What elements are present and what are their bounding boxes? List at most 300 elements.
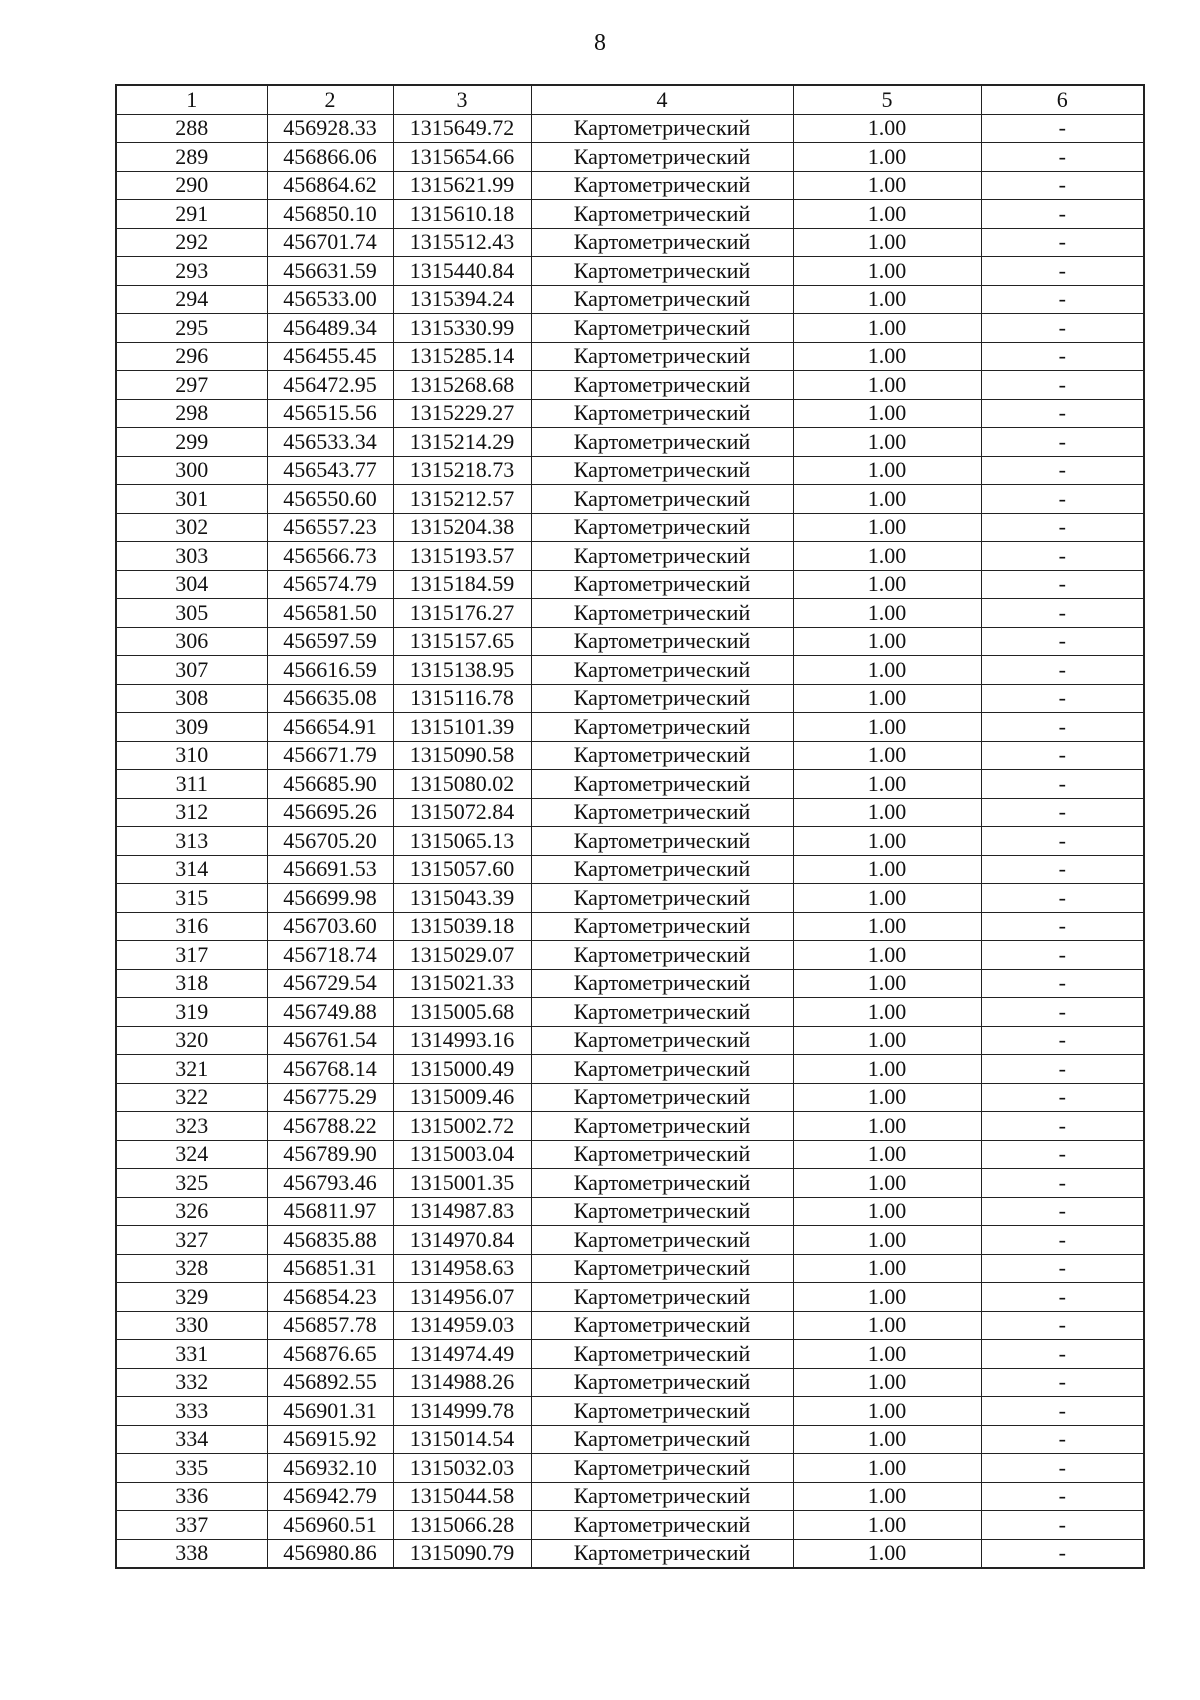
point-number-cell: 303: [116, 542, 267, 571]
note-cell: -: [981, 1254, 1144, 1283]
note-cell: -: [981, 941, 1144, 970]
x-coordinate-cell: 456455.45: [267, 342, 393, 371]
accuracy-cell: 1.00: [793, 1425, 981, 1454]
note-cell: -: [981, 114, 1144, 143]
table-row: [116, 456, 1144, 485]
table-row: [116, 1482, 1144, 1511]
accuracy-cell: 1.00: [793, 1197, 981, 1226]
method-cell: Картометрический: [531, 941, 793, 970]
point-number-cell: 292: [116, 228, 267, 257]
accuracy-cell: 1.00: [793, 228, 981, 257]
y-coordinate-cell: 1315043.39: [393, 884, 531, 913]
accuracy-cell: 1.00: [793, 599, 981, 628]
accuracy-cell: 1.00: [793, 1511, 981, 1540]
accuracy-cell: 1.00: [793, 371, 981, 400]
accuracy-cell: 1.00: [793, 684, 981, 713]
method-cell: Картометрический: [531, 1368, 793, 1397]
x-coordinate-cell: 456892.55: [267, 1368, 393, 1397]
y-coordinate-cell: 1315101.39: [393, 713, 531, 742]
accuracy-cell: 1.00: [793, 627, 981, 656]
method-cell: Картометрический: [531, 570, 793, 599]
table-row: [116, 171, 1144, 200]
note-cell: -: [981, 314, 1144, 343]
accuracy-cell: 1.00: [793, 200, 981, 229]
point-number-cell: 317: [116, 941, 267, 970]
point-number-cell: 301: [116, 485, 267, 514]
y-coordinate-cell: 1315157.65: [393, 627, 531, 656]
x-coordinate-cell: 456557.23: [267, 513, 393, 542]
accuracy-cell: 1.00: [793, 1368, 981, 1397]
point-number-cell: 326: [116, 1197, 267, 1226]
table-row: [116, 114, 1144, 143]
y-coordinate-cell: 1315072.84: [393, 798, 531, 827]
note-cell: -: [981, 1482, 1144, 1511]
method-cell: Картометрический: [531, 627, 793, 656]
table-row: [116, 570, 1144, 599]
y-coordinate-cell: 1315002.72: [393, 1112, 531, 1141]
x-coordinate-cell: 456472.95: [267, 371, 393, 400]
point-number-cell: 296: [116, 342, 267, 371]
note-cell: -: [981, 1368, 1144, 1397]
method-cell: Картометрический: [531, 1539, 793, 1568]
point-number-cell: 320: [116, 1026, 267, 1055]
method-cell: Картометрический: [531, 741, 793, 770]
note-cell: -: [981, 741, 1144, 770]
accuracy-cell: 1.00: [793, 456, 981, 485]
point-number-cell: 334: [116, 1425, 267, 1454]
x-coordinate-cell: 456932.10: [267, 1454, 393, 1483]
table-row: [116, 1169, 1144, 1198]
x-coordinate-cell: 456631.59: [267, 257, 393, 286]
y-coordinate-cell: 1315649.72: [393, 114, 531, 143]
method-cell: Картометрический: [531, 998, 793, 1027]
accuracy-cell: 1.00: [793, 1311, 981, 1340]
note-cell: -: [981, 912, 1144, 941]
accuracy-cell: 1.00: [793, 884, 981, 913]
note-cell: -: [981, 171, 1144, 200]
table-row: [116, 200, 1144, 229]
point-number-cell: 291: [116, 200, 267, 229]
point-number-cell: 308: [116, 684, 267, 713]
method-cell: Картометрический: [531, 314, 793, 343]
x-coordinate-cell: 456705.20: [267, 827, 393, 856]
point-number-cell: 290: [116, 171, 267, 200]
table-row: [116, 1254, 1144, 1283]
accuracy-cell: 1.00: [793, 1169, 981, 1198]
point-number-cell: 338: [116, 1539, 267, 1568]
table-row: [116, 713, 1144, 742]
table-row: [116, 257, 1144, 286]
accuracy-cell: 1.00: [793, 741, 981, 770]
method-cell: Картометрический: [531, 827, 793, 856]
point-number-cell: 329: [116, 1283, 267, 1312]
accuracy-cell: 1.00: [793, 1055, 981, 1084]
coordinates-table: [115, 84, 1145, 1569]
point-number-cell: 313: [116, 827, 267, 856]
table-row: [116, 1340, 1144, 1369]
y-coordinate-cell: 1315610.18: [393, 200, 531, 229]
x-coordinate-cell: 456851.31: [267, 1254, 393, 1283]
table-row: [116, 855, 1144, 884]
note-cell: -: [981, 1539, 1144, 1568]
column-header-4: 4: [531, 85, 793, 114]
table-row: [116, 1425, 1144, 1454]
method-cell: Картометрический: [531, 342, 793, 371]
note-cell: -: [981, 770, 1144, 799]
note-cell: -: [981, 342, 1144, 371]
method-cell: Картометрический: [531, 1482, 793, 1511]
note-cell: -: [981, 713, 1144, 742]
accuracy-cell: 1.00: [793, 1083, 981, 1112]
method-cell: Картометрический: [531, 1340, 793, 1369]
x-coordinate-cell: 456775.29: [267, 1083, 393, 1112]
method-cell: Картометрический: [531, 1454, 793, 1483]
y-coordinate-cell: 1315003.04: [393, 1140, 531, 1169]
x-coordinate-cell: 456533.34: [267, 428, 393, 457]
accuracy-cell: 1.00: [793, 513, 981, 542]
method-cell: Картометрический: [531, 599, 793, 628]
accuracy-cell: 1.00: [793, 1454, 981, 1483]
y-coordinate-cell: 1315090.58: [393, 741, 531, 770]
note-cell: -: [981, 1511, 1144, 1540]
point-number-cell: 325: [116, 1169, 267, 1198]
point-number-cell: 328: [116, 1254, 267, 1283]
table-row: [116, 741, 1144, 770]
y-coordinate-cell: 1315080.02: [393, 770, 531, 799]
x-coordinate-cell: 456489.34: [267, 314, 393, 343]
x-coordinate-cell: 456574.79: [267, 570, 393, 599]
x-coordinate-cell: 456793.46: [267, 1169, 393, 1198]
note-cell: -: [981, 855, 1144, 884]
table-row: [116, 1511, 1144, 1540]
point-number-cell: 324: [116, 1140, 267, 1169]
table-row: [116, 513, 1144, 542]
y-coordinate-cell: 1315021.33: [393, 969, 531, 998]
method-cell: Картометрический: [531, 485, 793, 514]
y-coordinate-cell: 1315176.27: [393, 599, 531, 628]
x-coordinate-cell: 456915.92: [267, 1425, 393, 1454]
table-row: [116, 371, 1144, 400]
table-row: [116, 143, 1144, 172]
y-coordinate-cell: 1314958.63: [393, 1254, 531, 1283]
table-row: [116, 627, 1144, 656]
method-cell: Картометрический: [531, 1112, 793, 1141]
table-row: [116, 1283, 1144, 1312]
x-coordinate-cell: 456616.59: [267, 656, 393, 685]
y-coordinate-cell: 1314999.78: [393, 1397, 531, 1426]
table-row: [116, 1454, 1144, 1483]
y-coordinate-cell: 1315044.58: [393, 1482, 531, 1511]
table-row: [116, 399, 1144, 428]
method-cell: Картометрический: [531, 428, 793, 457]
method-cell: Картометрический: [531, 1283, 793, 1312]
x-coordinate-cell: 456566.73: [267, 542, 393, 571]
y-coordinate-cell: 1315138.95: [393, 656, 531, 685]
x-coordinate-cell: 456768.14: [267, 1055, 393, 1084]
accuracy-cell: 1.00: [793, 770, 981, 799]
point-number-cell: 330: [116, 1311, 267, 1340]
y-coordinate-cell: 1315039.18: [393, 912, 531, 941]
y-coordinate-cell: 1314974.49: [393, 1340, 531, 1369]
table-row: [116, 798, 1144, 827]
point-number-cell: 306: [116, 627, 267, 656]
point-number-cell: 300: [116, 456, 267, 485]
point-number-cell: 316: [116, 912, 267, 941]
note-cell: -: [981, 1425, 1144, 1454]
method-cell: Картометрический: [531, 713, 793, 742]
x-coordinate-cell: 456581.50: [267, 599, 393, 628]
method-cell: Картометрический: [531, 1140, 793, 1169]
note-cell: -: [981, 1340, 1144, 1369]
y-coordinate-cell: 1315001.35: [393, 1169, 531, 1198]
note-cell: -: [981, 1112, 1144, 1141]
table-row: [116, 1368, 1144, 1397]
point-number-cell: 327: [116, 1226, 267, 1255]
x-coordinate-cell: 456942.79: [267, 1482, 393, 1511]
x-coordinate-cell: 456876.65: [267, 1340, 393, 1369]
page-number: 8: [594, 30, 606, 56]
accuracy-cell: 1.00: [793, 428, 981, 457]
point-number-cell: 332: [116, 1368, 267, 1397]
accuracy-cell: 1.00: [793, 570, 981, 599]
y-coordinate-cell: 1315394.24: [393, 285, 531, 314]
table-row: [116, 1140, 1144, 1169]
y-coordinate-cell: 1315229.27: [393, 399, 531, 428]
note-cell: -: [981, 684, 1144, 713]
accuracy-cell: 1.00: [793, 114, 981, 143]
y-coordinate-cell: 1315512.43: [393, 228, 531, 257]
accuracy-cell: 1.00: [793, 1539, 981, 1568]
x-coordinate-cell: 456635.08: [267, 684, 393, 713]
method-cell: Картометрический: [531, 143, 793, 172]
table-row: [116, 969, 1144, 998]
point-number-cell: 318: [116, 969, 267, 998]
note-cell: -: [981, 884, 1144, 913]
point-number-cell: 294: [116, 285, 267, 314]
y-coordinate-cell: 1315116.78: [393, 684, 531, 713]
accuracy-cell: 1.00: [793, 1254, 981, 1283]
y-coordinate-cell: 1315621.99: [393, 171, 531, 200]
accuracy-cell: 1.00: [793, 171, 981, 200]
note-cell: -: [981, 285, 1144, 314]
note-cell: -: [981, 656, 1144, 685]
note-cell: -: [981, 513, 1144, 542]
note-cell: -: [981, 542, 1144, 571]
x-coordinate-cell: 456788.22: [267, 1112, 393, 1141]
note-cell: -: [981, 228, 1144, 257]
x-coordinate-cell: 456543.77: [267, 456, 393, 485]
y-coordinate-cell: 1315212.57: [393, 485, 531, 514]
accuracy-cell: 1.00: [793, 656, 981, 685]
method-cell: Картометрический: [531, 1169, 793, 1198]
point-number-cell: 288: [116, 114, 267, 143]
table-row: [116, 684, 1144, 713]
method-cell: Картометрический: [531, 513, 793, 542]
accuracy-cell: 1.00: [793, 713, 981, 742]
accuracy-cell: 1.00: [793, 314, 981, 343]
method-cell: Картометрический: [531, 456, 793, 485]
accuracy-cell: 1.00: [793, 1026, 981, 1055]
point-number-cell: 310: [116, 741, 267, 770]
method-cell: Картометрический: [531, 228, 793, 257]
x-coordinate-cell: 456654.91: [267, 713, 393, 742]
point-number-cell: 311: [116, 770, 267, 799]
y-coordinate-cell: 1315214.29: [393, 428, 531, 457]
note-cell: -: [981, 1169, 1144, 1198]
x-coordinate-cell: 456718.74: [267, 941, 393, 970]
x-coordinate-cell: 456701.74: [267, 228, 393, 257]
method-cell: Картометрический: [531, 542, 793, 571]
y-coordinate-cell: 1315090.79: [393, 1539, 531, 1568]
method-cell: Картометрический: [531, 656, 793, 685]
note-cell: -: [981, 143, 1144, 172]
table-body: [116, 114, 1144, 1568]
point-number-cell: 337: [116, 1511, 267, 1540]
x-coordinate-cell: 456685.90: [267, 770, 393, 799]
accuracy-cell: 1.00: [793, 1140, 981, 1169]
table-row: [116, 228, 1144, 257]
column-header-6: 6: [981, 85, 1144, 114]
note-cell: -: [981, 798, 1144, 827]
y-coordinate-cell: 1314993.16: [393, 1026, 531, 1055]
note-cell: -: [981, 1197, 1144, 1226]
note-cell: -: [981, 1140, 1144, 1169]
point-number-cell: 309: [116, 713, 267, 742]
y-coordinate-cell: 1314959.03: [393, 1311, 531, 1340]
x-coordinate-cell: 456550.60: [267, 485, 393, 514]
accuracy-cell: 1.00: [793, 542, 981, 571]
table-row: [116, 656, 1144, 685]
accuracy-cell: 1.00: [793, 143, 981, 172]
y-coordinate-cell: 1315032.03: [393, 1454, 531, 1483]
point-number-cell: 321: [116, 1055, 267, 1084]
x-coordinate-cell: 456671.79: [267, 741, 393, 770]
x-coordinate-cell: 456811.97: [267, 1197, 393, 1226]
point-number-cell: 336: [116, 1482, 267, 1511]
table-row: [116, 428, 1144, 457]
method-cell: Картометрический: [531, 1226, 793, 1255]
note-cell: -: [981, 1283, 1144, 1312]
note-cell: -: [981, 998, 1144, 1027]
y-coordinate-cell: 1314987.83: [393, 1197, 531, 1226]
y-coordinate-cell: 1315066.28: [393, 1511, 531, 1540]
note-cell: -: [981, 1083, 1144, 1112]
point-number-cell: 314: [116, 855, 267, 884]
accuracy-cell: 1.00: [793, 969, 981, 998]
table-row: [116, 1083, 1144, 1112]
accuracy-cell: 1.00: [793, 941, 981, 970]
point-number-cell: 295: [116, 314, 267, 343]
table-row: [116, 827, 1144, 856]
accuracy-cell: 1.00: [793, 912, 981, 941]
y-coordinate-cell: 1315204.38: [393, 513, 531, 542]
table-header-row: [116, 85, 1144, 114]
note-cell: -: [981, 1311, 1144, 1340]
x-coordinate-cell: 456835.88: [267, 1226, 393, 1255]
point-number-cell: 335: [116, 1454, 267, 1483]
note-cell: -: [981, 1454, 1144, 1483]
point-number-cell: 333: [116, 1397, 267, 1426]
method-cell: Картометрический: [531, 1197, 793, 1226]
accuracy-cell: 1.00: [793, 827, 981, 856]
method-cell: Картометрический: [531, 1425, 793, 1454]
table-row: [116, 1311, 1144, 1340]
accuracy-cell: 1.00: [793, 798, 981, 827]
note-cell: -: [981, 257, 1144, 286]
accuracy-cell: 1.00: [793, 1283, 981, 1312]
x-coordinate-cell: 456866.06: [267, 143, 393, 172]
accuracy-cell: 1.00: [793, 1112, 981, 1141]
point-number-cell: 297: [116, 371, 267, 400]
table-row: [116, 285, 1144, 314]
method-cell: Картометрический: [531, 285, 793, 314]
point-number-cell: 302: [116, 513, 267, 542]
method-cell: Картометрический: [531, 200, 793, 229]
accuracy-cell: 1.00: [793, 285, 981, 314]
x-coordinate-cell: 456857.78: [267, 1311, 393, 1340]
y-coordinate-cell: 1315000.49: [393, 1055, 531, 1084]
accuracy-cell: 1.00: [793, 485, 981, 514]
table-row: [116, 998, 1144, 1027]
x-coordinate-cell: 456789.90: [267, 1140, 393, 1169]
note-cell: -: [981, 1055, 1144, 1084]
x-coordinate-cell: 456533.00: [267, 285, 393, 314]
method-cell: Картометрический: [531, 1511, 793, 1540]
accuracy-cell: 1.00: [793, 342, 981, 371]
column-header-3: 3: [393, 85, 531, 114]
table-row: [116, 1112, 1144, 1141]
accuracy-cell: 1.00: [793, 998, 981, 1027]
note-cell: -: [981, 200, 1144, 229]
x-coordinate-cell: 456761.54: [267, 1026, 393, 1055]
point-number-cell: 322: [116, 1083, 267, 1112]
x-coordinate-cell: 456749.88: [267, 998, 393, 1027]
note-cell: -: [981, 599, 1144, 628]
method-cell: Картометрический: [531, 114, 793, 143]
method-cell: Картометрический: [531, 399, 793, 428]
table-row: [116, 485, 1144, 514]
table-row: [116, 1055, 1144, 1084]
y-coordinate-cell: 1315285.14: [393, 342, 531, 371]
method-cell: Картометрический: [531, 1311, 793, 1340]
y-coordinate-cell: 1315065.13: [393, 827, 531, 856]
note-cell: -: [981, 627, 1144, 656]
y-coordinate-cell: 1315218.73: [393, 456, 531, 485]
note-cell: -: [981, 485, 1144, 514]
point-number-cell: 289: [116, 143, 267, 172]
y-coordinate-cell: 1315440.84: [393, 257, 531, 286]
table-row: [116, 1539, 1144, 1568]
table-row: [116, 912, 1144, 941]
note-cell: -: [981, 1397, 1144, 1426]
accuracy-cell: 1.00: [793, 257, 981, 286]
table-row: [116, 1026, 1144, 1055]
table-row: [116, 599, 1144, 628]
note-cell: -: [981, 570, 1144, 599]
method-cell: Картометрический: [531, 257, 793, 286]
method-cell: Картометрический: [531, 969, 793, 998]
method-cell: Картометрический: [531, 371, 793, 400]
accuracy-cell: 1.00: [793, 855, 981, 884]
table-row: [116, 770, 1144, 799]
y-coordinate-cell: 1314970.84: [393, 1226, 531, 1255]
point-number-cell: 304: [116, 570, 267, 599]
point-number-cell: 305: [116, 599, 267, 628]
note-cell: -: [981, 428, 1144, 457]
x-coordinate-cell: 456980.86: [267, 1539, 393, 1568]
method-cell: Картометрический: [531, 171, 793, 200]
x-coordinate-cell: 456691.53: [267, 855, 393, 884]
